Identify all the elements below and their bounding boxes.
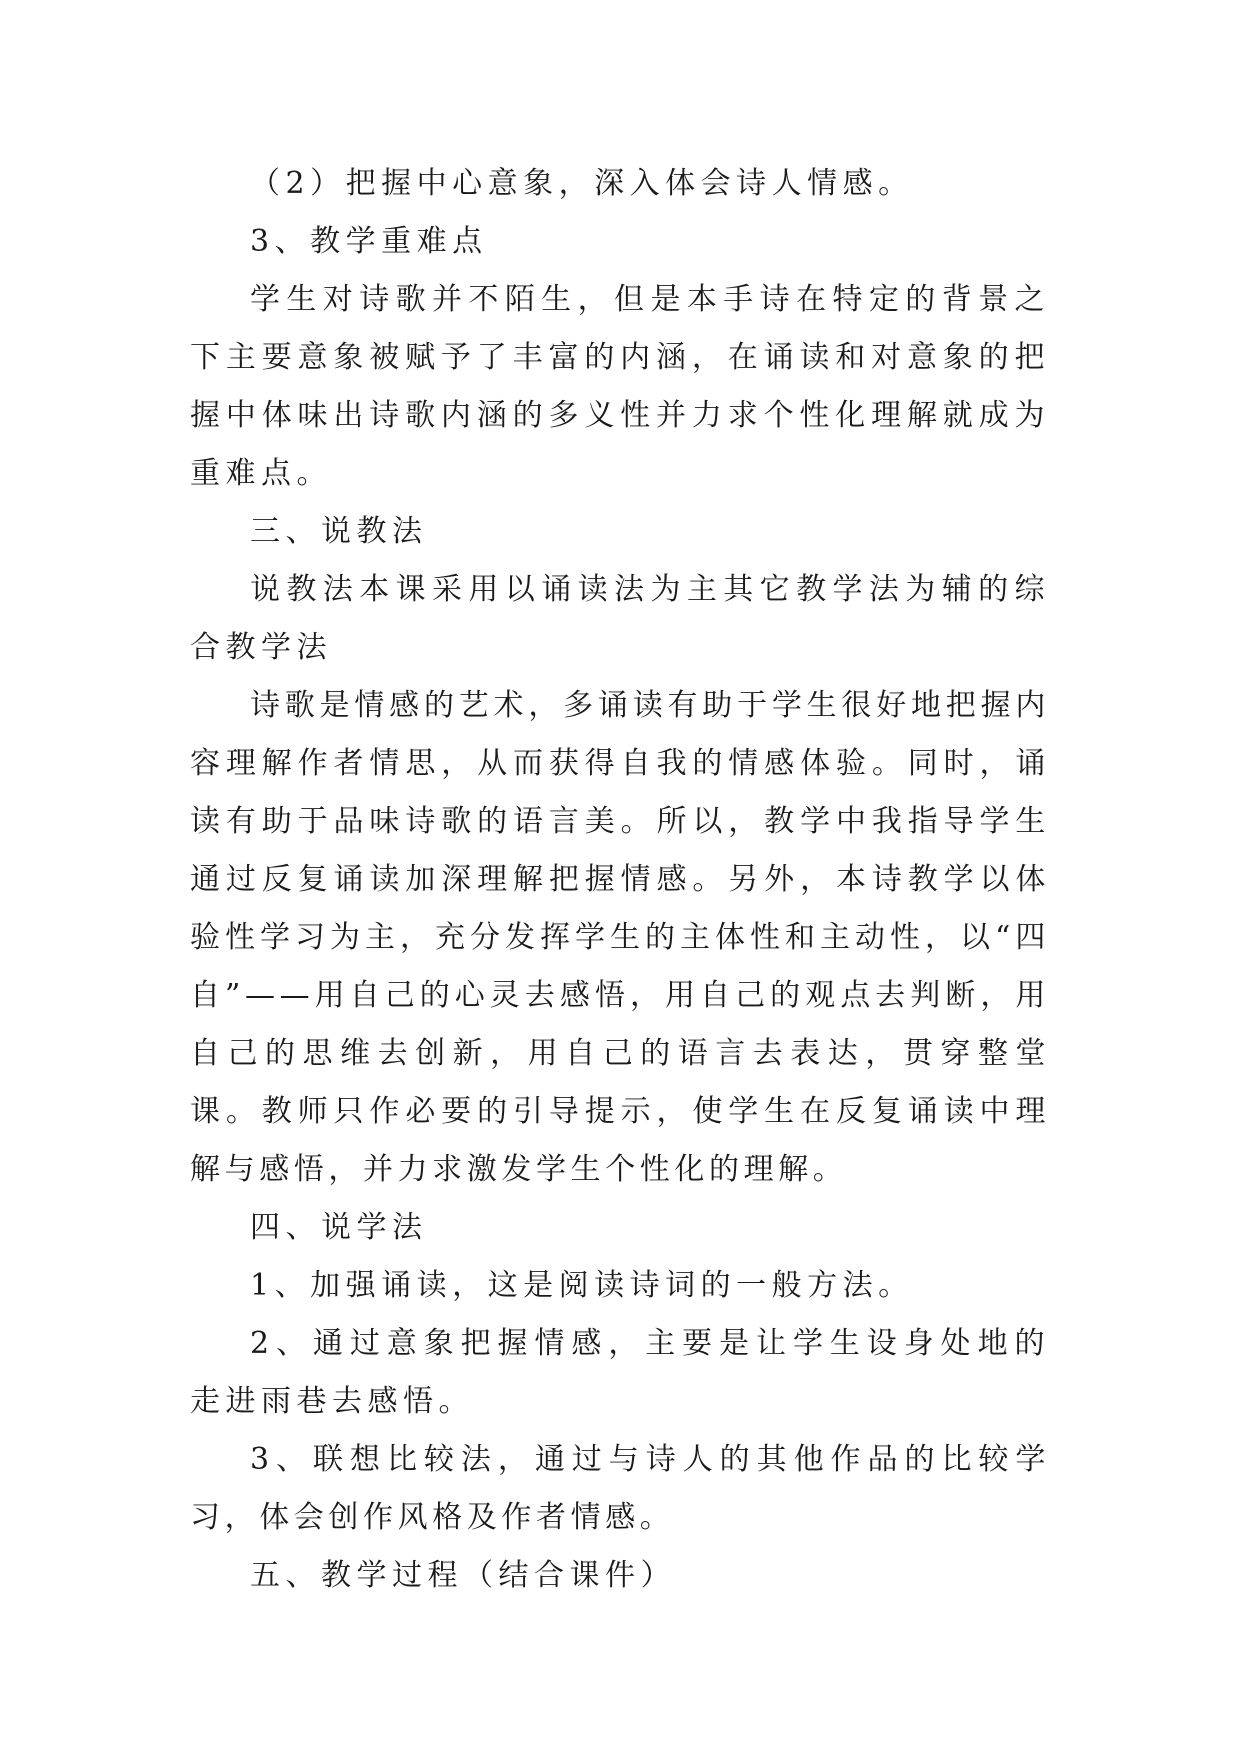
key-difficulties-paragraph: 学生对诗歌并不陌生，但是本手诗在特定的背景之下主要意象被赋予了丰富的内涵，在诵读和对意象的把握中体味出诗歌内涵的多义性并力求个性化理解就成为重难点。 [190, 282, 1050, 491]
section-heading-teaching-process: 五、教学过程（结合课件） [250, 1558, 676, 1593]
learning-method-item-1: 1、加强诵读，这是阅读诗词的一般方法。 [250, 1268, 914, 1303]
document-body [190, 155, 1050, 1605]
teaching-method-paragraph: 诗歌是情感的艺术，多诵读有助于学生很好地把握内容理解作者情思，从而获得自我的情感体验。同时，诵读有助于品味诗歌的语言美。所以，教学中我指导学生通过反复诵读加深理解把握情感。另外，本诗教学以体验性学习为主，充分发挥学生的主体性和主动性，以“四自”——用自己的心灵去感悟，用自己的观点去判断，用自己的思维去创新，用自己的语言去表达，贯穿整堂课。教师只作必要的引导提示，使学生在反复诵读中理解与感悟，并力求激发学生个性化的理解。 [190, 688, 1050, 1187]
section-heading-key-difficulties: 3、教学重难点 [250, 224, 488, 259]
objective-item-2: （2）把握中心意象，深入体会诗人情感。 [250, 166, 914, 201]
learning-method-item-2: 2、通过意象把握情感，主要是让学生设身处地的走进雨巷去感悟。 [190, 1326, 1050, 1419]
learning-method-item-3: 3、联想比较法，通过与诗人的其他作品的比较学习，体会创作风格及作者情感。 [190, 1442, 1050, 1535]
section-heading-learning-method: 四、说学法 [250, 1210, 428, 1245]
section-heading-teaching-method: 三、说教法 [250, 514, 428, 549]
teaching-method-summary: 说教法本课采用以诵读法为主其它教学法为辅的综合教学法 [190, 572, 1050, 665]
